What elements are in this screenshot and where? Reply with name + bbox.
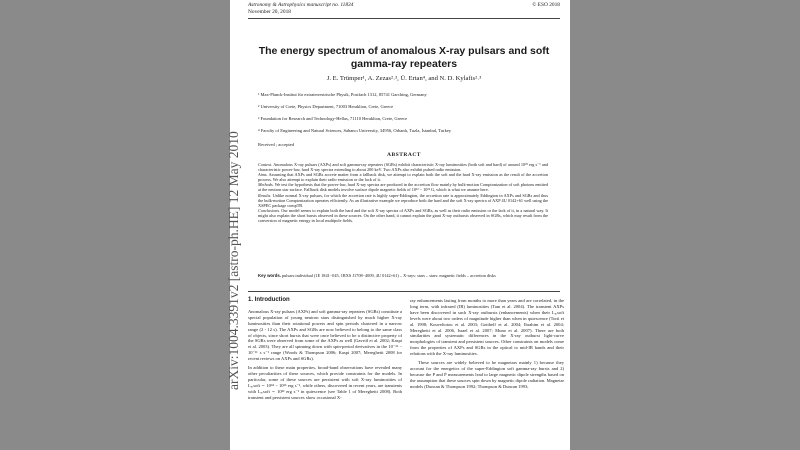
context-text: Anomalous X-ray pulsars (AXPs) and soft gamma-ray repeaters (SGRs) exhibit characteristic X-ray luminosities (both soft and hard) of around 10³⁵ erg s⁻¹ and characteristic power-law, hard X-ray spectra extending to about 200 keV. Two AXPs also exhibit pulsed radio emission. — [258, 162, 548, 173]
conclusions-text: Our model seems to explain both the hard and the soft X-ray spectra of AXPs and SGRs, as well as their radio emission or the lack of it, in a natural way. It might also explain the short bursts observed in these sources. On the other hand, it cannot explain the giant X-ray outbursts observed in SGRs, which may result from the conversion of magnetic energy in local multipole fields. — [258, 207, 548, 224]
keywords-text: pulsars:individual (1E 1841−045, 1RXS J1708−4009, 4U 0142+61) – X-rays: stars – stars: magnetic fields – accretion disks — [280, 273, 496, 278]
affiliation-1: ¹ Max-Planck-Institut für extraterrestrische Physik, Postfach 1312, 85741 Garching, Germany — [258, 92, 427, 97]
abstract-divider — [248, 291, 560, 292]
abstract-methods — [258, 182, 548, 192]
intro-paragraph-2: In addition to these main properties, broad-band observations have revealed many other peculiarities of these sources, which provide constraints for the models. In particular, some of these sources are persistent with soft X-ray luminosities of Lₓ,soft ∼ 10³⁴ − 10³⁶ erg s⁻¹, while others, discovered in recent years, are transients with Lₓ,soft ∼ 10³³ erg s⁻¹ in quiescence (see Table 1 of Mereghetti 2008). Both transient and persistent sources show occasional X- — [248, 365, 402, 400]
results-text: Unlike normal X-ray pulsars, for which the accretion rate is highly super-Eddington, the accretion rate is approximately Eddington in AXPs and SGRs and thus the bulk-motion Comptonization operates efficiently. As an illustrative example we reproduce both the hard and the soft X-ray spectra of AXP 4U 0142+61 well using the XSPEC package compTB. — [258, 192, 548, 208]
aims-label: Aims. — [258, 172, 268, 178]
page-header — [248, 2, 560, 16]
context-label: Context. — [258, 162, 273, 167]
right-column — [410, 298, 564, 393]
abstract-conclusions — [258, 208, 548, 223]
paper-page — [230, 0, 570, 450]
arxiv-identifier: arXiv:1004.3391v2 [astro-ph.HE] 12 May 2010 — [226, 131, 241, 390]
abstract-context — [258, 162, 548, 172]
manuscript-date: November 20, 2018 — [248, 9, 291, 15]
intro-paragraph-3: ray enhancements lasting from months to more than years and are correlated, in the long term, with infrared (IR) luminosities (Tam et al. 2004). The transient AXPs have been discovered in such X-ray outbursts (enhancements) when their Lₓ,soft levels were about two orders of magnitude higher than when in quiescence (Torii et al. 1998; Kouveliotou et al. 2003; Gotthelf et al. 2004; Ibrahim et al. 2004; Mereghetti et al. 2006, Israel et al. 2007; Muno et al. 2007). There are both similarities and systematic differences in the X-ray outburst light-curve morphologies of transient and persistent sources. Other constraints on models come from the properties of AXPs and SGRs in the optical to mid-IR bands and their relations with the X-ray luminosities. — [410, 298, 564, 357]
abstract-heading: ABSTRACT — [387, 152, 421, 158]
aims-text: Assuming that AXPs and SGRs accrete matter from a fallback disk, we attempt to explain both the soft and the hard X-ray emission as the result of the accretion process. We also attempt to explain their radio emission or the lack of it. — [258, 172, 548, 183]
copyright-notice: © ESO 2018 — [532, 2, 560, 8]
conclusions-label: Conclusions. — [258, 207, 281, 213]
methods-text: We test the hypothesis that the power-law, hard X-ray spectra are produced in the accretion flow mainly by bulk-motion Comptonization of soft photons emitted at the neutron star surface. Fallback disk models involve surface dipole magnetic fields of 10¹² − 10¹³ G, which is what we assume here. — [258, 182, 548, 193]
abstract-body — [258, 162, 548, 223]
left-column — [248, 298, 402, 404]
paper-authors: J. E. Trümper¹, A. Zezas²˒³, Ü. Ertan⁴, and N. D. Kylafis²˒³ — [326, 75, 482, 82]
keywords — [258, 273, 548, 278]
header-divider — [248, 18, 560, 19]
intro-paragraph-1: Anomalous X-ray pulsars (AXPs) and soft gamma-ray repeaters (SGRs) constitute a special population of young neutron stars distinguished by much higher X-ray luminosities than their rotational powers and spin periods clustered in a narrow range (2 - 12 s). The AXPs and SGRs are now believed to belong to the same class of objects, since short bursts that were once believed to be a distinctive property of the SGRs were observed from some of the AXPs as well (Gavriil et al. 2002; Kaspi et al. 2003). They are all spinning down with spin-period derivatives in the 10⁻¹³ − 10⁻¹¹ s s⁻¹ range (Woods & Thompson 2006; Kaspi 2007; Mereghetti 2008 for recent reviews on AXPs and SGRs). — [248, 308, 402, 362]
affiliation-3: ³ Foundation for Research and Technology-Hellas, 71110 Heraklion, Crete, Greece — [258, 116, 408, 121]
abstract-aims — [258, 172, 548, 182]
journal-name: Astronomy & Astrophysics manuscript no. 11834 — [248, 2, 354, 8]
section-title-introduction: 1. Introduction — [248, 297, 290, 303]
intro-paragraph-4: These sources are widely believed to be magnetars mainly 1) because they account for the energetics of the super-Eddington soft gamma-ray bursts and 2) because the P and Ṗ measurements lead to large magnetic dipole strengths based on the assumption that these sources spin down by magnetic dipole radiation. Magnetar models (Duncan & Thompson 1992; Thompson & Duncan 1993; — [410, 360, 564, 389]
abstract-results — [258, 193, 548, 208]
results-label: Results. — [258, 192, 272, 198]
keywords-label: Key words. — [258, 273, 281, 278]
affiliation-2: ² University of Crete, Physics Department, 71003 Heraklion, Crete, Greece — [258, 104, 394, 109]
paper-title: The energy spectrum of anomalous X-ray pulsars and soft gamma-ray repeaters — [258, 45, 550, 70]
affiliation-4: ⁴ Faculty of Engineering and Natural Sciences, Sabancı University, 34956, Orhanlı, Tuzla, İstanbul, Turkey — [258, 128, 452, 133]
methods-label: Methods. — [258, 182, 274, 188]
received-line: Received ; accepted — [258, 142, 294, 147]
